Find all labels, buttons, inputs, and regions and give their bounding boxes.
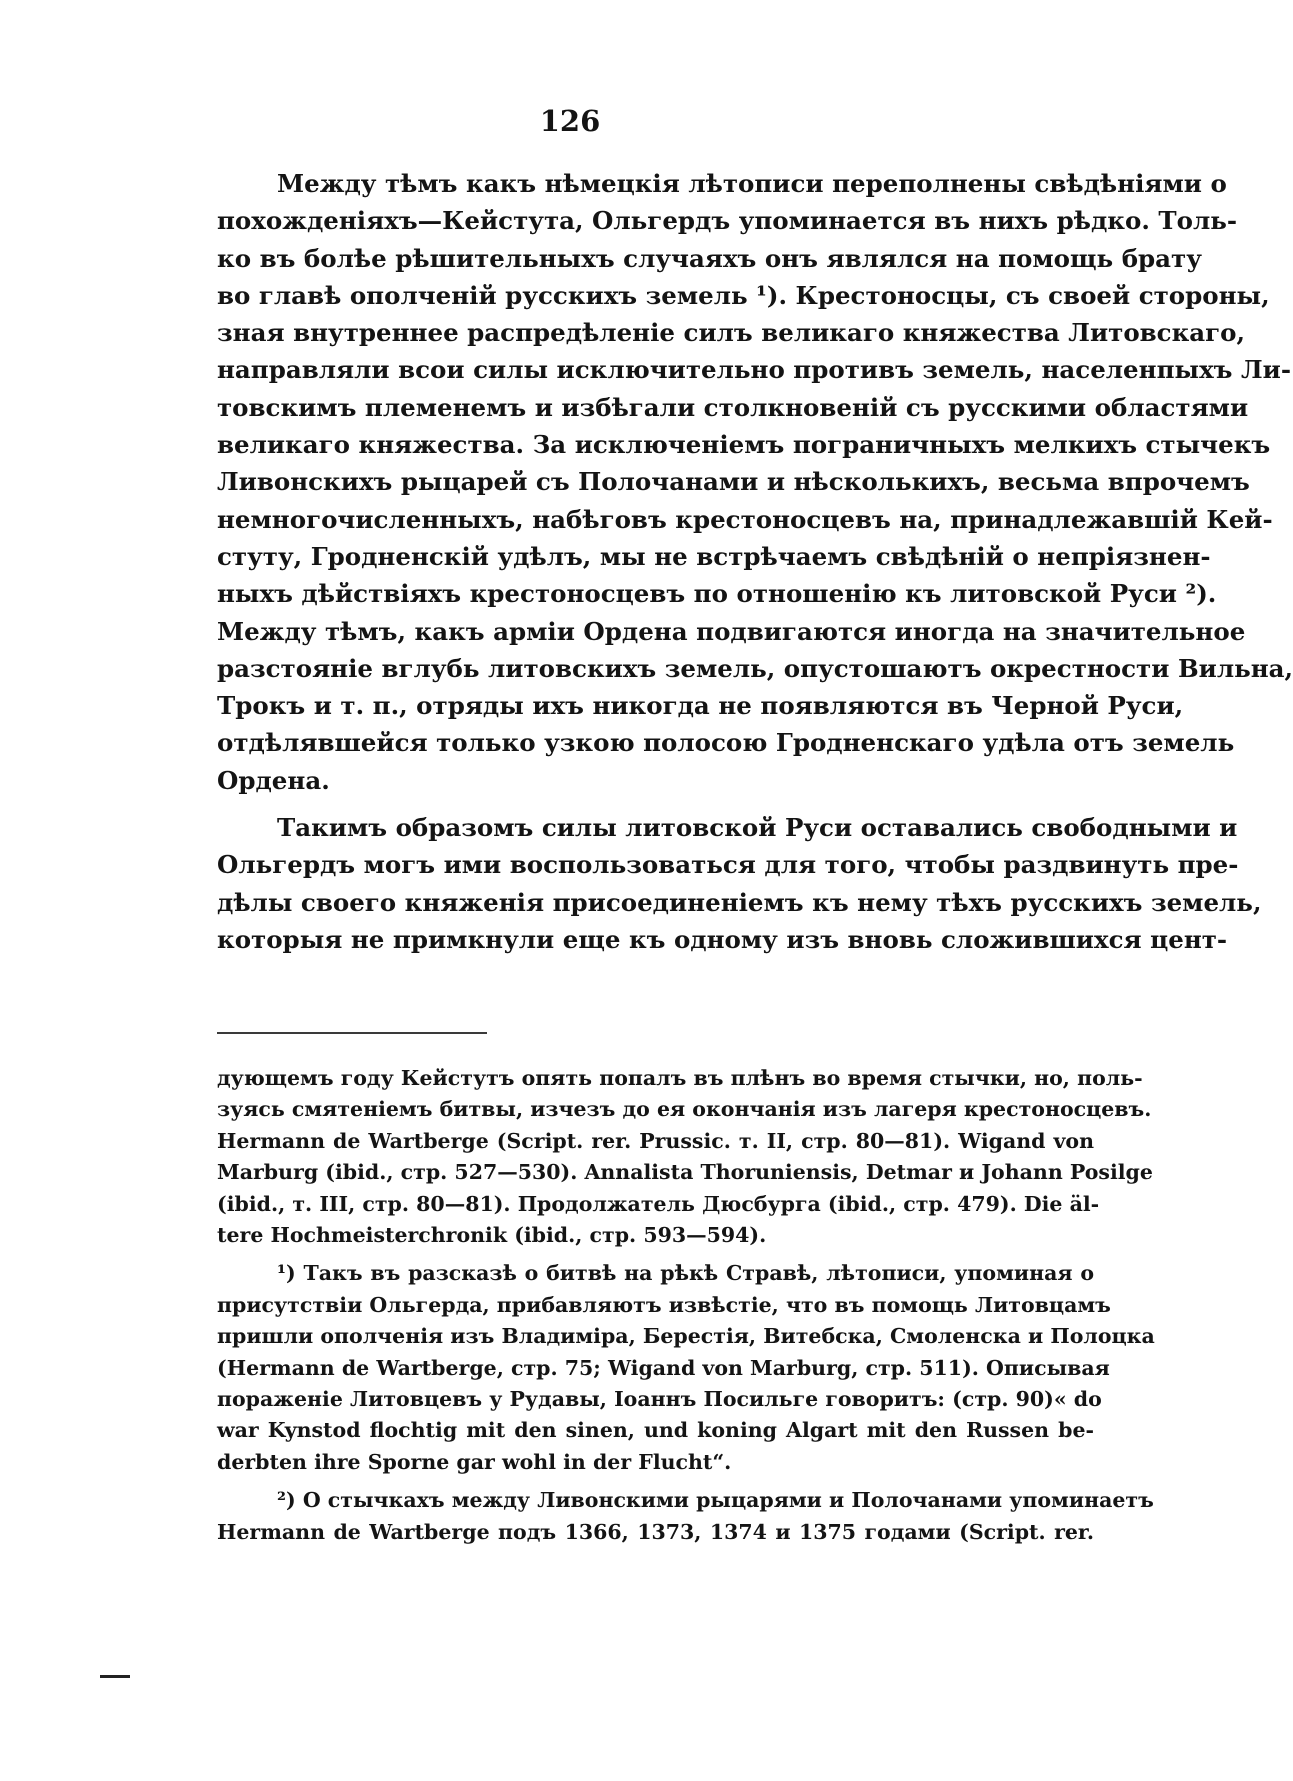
footnotes [217, 1063, 1155, 1548]
footnote-line: зуясь смятеніемъ битвы, изчезъ до ея окончанія изъ лагеря крестоносцевъ. [217, 1097, 1152, 1122]
paragraph-gap [217, 799, 1094, 809]
text-line: Между тѣмъ, какъ арміи Ордена подвигаются иногда на значительное [217, 616, 1246, 646]
footnote-line: присутствіи Ольгерда, прибавляютъ извѣстіе, что въ помощь Литовцамъ [217, 1292, 1111, 1317]
page-number: 126 [539, 104, 601, 138]
footnote-line: (ibid., т. III, стр. 80—81). Продолжатель Дюсбурга (ibid., стр. 479). Die äl- [217, 1191, 1100, 1216]
footnote-2 [217, 1485, 1154, 1548]
main-text [217, 165, 1293, 958]
footnote-line: дующемъ году Кейстутъ опять попалъ въ плѣнъ во время стычки, но, поль- [217, 1066, 1143, 1090]
footnote-line: war Kynstod flochtig mit den sinen, und koning Algart mit den Russen be- [217, 1418, 1094, 1443]
text-line: дѣлы своего княженія присоединеніемъ къ нему тѣхъ русскихъ земель, [217, 887, 1262, 917]
text-line: Ольгердъ могъ ими воспользоваться для того, чтобы раздвинуть пре- [217, 850, 1239, 880]
footnote-continuation [217, 1063, 1153, 1251]
footnote-line: tere Hochmeisterchronik (ibid., стр. 593—594). [217, 1223, 767, 1248]
text-line: разстояніе вглубь литовскихъ земель, опустошаютъ окрестности Вильна, [217, 653, 1293, 683]
footnote-line: Hermann de Wartberge подъ 1366, 1373, 1374 и 1375 годами (Script. rer. [217, 1519, 1094, 1544]
footnote-gap [217, 1478, 1094, 1485]
paragraph [217, 809, 1262, 958]
margin-mark [100, 1675, 130, 1678]
text-line: ко въ болѣе рѣшительныхъ случаяхъ онъ являлся на помощь брату [217, 243, 1202, 273]
footnote-line: derbten ihre Sporne gar wohl in der Flucht“. [217, 1449, 732, 1474]
footnote-line: ¹) Такъ въ разсказѣ о битвѣ на рѣкѣ Стравѣ, лѣтописи, упоминая о [277, 1261, 1094, 1286]
text-line: которыя не примкнули еще къ одному изъ вновь сложившихся цент- [217, 924, 1228, 954]
text-line: Такимъ образомъ силы литовской Руси оставались свободными и [277, 813, 1238, 843]
text-line: Ливонскихъ рыцарей съ Полочанами и нѣсколькихъ, весьма впрочемъ [217, 467, 1250, 497]
footnote-line: пришли ополченія изъ Владиміра, Берестія, Витебска, Смоленска и Полоцка [217, 1324, 1155, 1349]
text-line: Трокъ и т. п., отряды ихъ никогда не появляются въ Черной Руси, [217, 691, 1184, 721]
text-line: направляли всои силы исключительно противъ земель, населенпыхъ Ли- [217, 355, 1292, 385]
text-line: Ордена. [217, 765, 330, 795]
footnote-line: пораженіе Литовцевъ у Рудавы, Іоаннъ Посильге говоритъ: (стр. 90)« do [217, 1387, 1102, 1412]
text-line: Между тѣмъ какъ нѣмецкія лѣтописи переполнены свѣдѣніями о [277, 169, 1227, 198]
footnote-separator [217, 1032, 487, 1034]
footnote-1 [217, 1258, 1155, 1478]
text-line: похожденіяхъ—Кейстута, Ольгердъ упоминается въ нихъ рѣдко. Толь- [217, 206, 1238, 236]
text-line: во главѣ ополченій русскихъ земель ¹). Крестоносцы, съ своей стороны, [217, 280, 1270, 310]
text-line: стуту, Гродненскій удѣлъ, мы не встрѣчаемъ свѣдѣній о непріязнен- [217, 541, 1211, 571]
text-line: товскимъ племенемъ и избѣгали столкновеній съ русскими областями [217, 392, 1249, 422]
footnote-line: ²) О стычкахъ между Ливонскими рыцарями и Полочанами упоминаетъ [277, 1488, 1154, 1513]
footnote-gap [217, 1251, 1094, 1258]
paragraph [217, 165, 1293, 799]
text-line: ныхъ дѣйствіяхъ крестоносцевъ по отношенію къ литовской Руси ²). [217, 579, 1217, 609]
text-line: великаго княжества. За исключеніемъ пограничныхъ мелкихъ стычекъ [217, 430, 1271, 460]
text-line: немногочисленныхъ, набѣговъ крестоносцевъ на, принадлежавшій Кей- [217, 504, 1273, 534]
text-line: зная внутреннее распредѣленіе силъ великаго княжества Литовскаго, [217, 318, 1246, 348]
text-line: отдѣлявшейся только узкою полосою Гродненскаго удѣла отъ земель [217, 728, 1235, 758]
footnote-line: (Hermann de Wartberge, стр. 75; Wigand von Marburg, стр. 511). Описывая [217, 1355, 1110, 1380]
footnote-line: Marburg (ibid., стр. 527—530). Annalista Thoruniensis, Detmar и Johann Posilge [217, 1160, 1153, 1185]
footnote-line: Hermann de Wartberge (Script. rer. Prussic. т. II, стр. 80—81). Wigand von [217, 1128, 1094, 1153]
